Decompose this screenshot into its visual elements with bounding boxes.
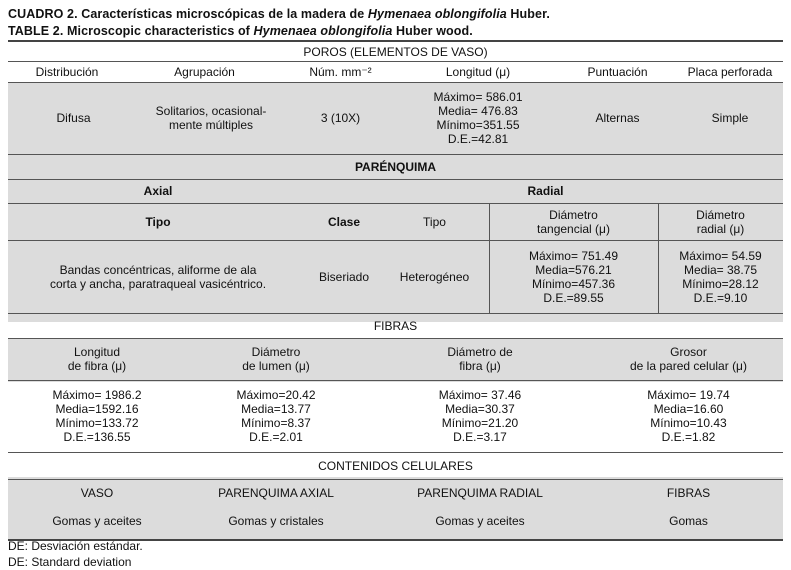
parenquima-header-diam-rad: Diámetro radial (μ) <box>696 207 745 236</box>
poros-num: 3 (10X) <box>320 111 361 125</box>
contenidos-fibras: Gomas <box>669 514 708 528</box>
parenquima-radial: Radial <box>527 184 564 198</box>
parenquima-tang-vals: Máximo= 751.49 Media=576.21 Mínimo=457.36 D.E.=89.55 <box>528 248 619 305</box>
poros-header-num: Núm. mm⁻² <box>309 64 372 79</box>
parenquima-axial: Axial <box>143 184 173 198</box>
poros-placa: Simple <box>711 111 749 125</box>
note-english: DE: Standard deviation <box>8 555 132 569</box>
poros-header-placa: Placa perforada <box>687 64 773 79</box>
fibras-longitud-vals: Máximo= 1986.2 Media=1592.16 Mínimo=133.72 D.E.=136.55 <box>52 388 142 444</box>
poros-header-longitud: Longitud (μ) <box>445 64 511 79</box>
parenquima-header-clase: Clase <box>327 214 361 229</box>
contenidos-header-parenquima-radial: PARENQUIMA RADIAL <box>417 486 543 500</box>
contenidos-vaso: Gomas y aceites <box>52 514 142 528</box>
parenquima-header-diam-tang: Diámetro tangencial (μ) <box>537 207 610 236</box>
parenquima-rad-vals: Máximo= 54.59 Media= 38.75 Mínimo=28.12 D.E.=9.10 <box>679 248 762 305</box>
poros-header-distribucion: Distribución <box>35 64 99 79</box>
fibras-lumen-vals: Máximo=20.42 Media=13.77 Mínimo=8.37 D.E.=2.01 <box>236 388 316 444</box>
poros-puntuacion: Alternas <box>595 111 640 125</box>
note-spanish: DE: Desviación estándar. <box>8 539 143 553</box>
contenidos-parenquima-radial: Gomas y aceites <box>435 514 525 528</box>
parenquima-header-tipo2: Tipo <box>423 214 446 229</box>
contenidos-title: CONTENIDOS CELULARES <box>318 458 473 473</box>
contenidos-header-parenquima-axial: PARENQUIMA AXIAL <box>218 486 334 500</box>
poros-title: POROS (ELEMENTOS DE VASO) <box>303 44 488 59</box>
fibras-header-lumen: Diámetro de lumen (μ) <box>242 345 310 373</box>
fibras-title: FIBRAS <box>373 318 418 333</box>
parenquima-clase-val: Biseriado <box>318 269 370 284</box>
poros-header-agrupacion: Agrupación <box>174 64 235 79</box>
poros-agrupacion: Solitarios, ocasional- mente múltiples <box>155 104 267 132</box>
characteristics-table <box>8 40 783 541</box>
parenquima-tipo2-val: Heterogéneo <box>399 269 470 284</box>
parenquima-header-tipo: Tipo <box>145 214 171 229</box>
caption-spanish: CUADRO 2. Características microscópicas de la madera de Hymenaea oblongifolia Huber. <box>8 7 550 21</box>
fibras-grosor-vals: Máximo= 19.74 Media=16.60 Mínimo=10.43 D.E.=1.82 <box>647 388 730 444</box>
fibras-diam-fibra-vals: Máximo= 37.46 Media=30.37 Mínimo=21.20 D.E.=3.17 <box>438 388 522 444</box>
caption-english: TABLE 2. Microscopic characteristics of Hymenaea oblongifolia Huber wood. <box>8 24 473 38</box>
contenidos-header-vaso: VASO <box>80 486 114 500</box>
contenidos-header-fibras: FIBRAS <box>666 486 711 500</box>
parenquima-title: PARÉNQUIMA <box>354 159 437 174</box>
poros-distribucion: Difusa <box>56 111 91 125</box>
fibras-header-diam-fibra: Diámetro de fibra (μ) <box>447 345 513 373</box>
parenquima-tipo-val: Bandas concéntricas, aliforme de ala corta y ancha, paratraqueal vasicéntrico. <box>49 262 267 291</box>
fibras-header-grosor: Grosor de la pared celular (μ) <box>630 345 747 373</box>
poros-longitud: Máximo= 586.01 Media= 476.83 Mínimo=351.55 D.E.=42.81 <box>433 90 523 146</box>
fibras-header-longitud: Longitud de fibra (μ) <box>67 345 127 373</box>
contenidos-parenquima-axial: Gomas y cristales <box>228 514 324 528</box>
poros-header-puntuacion: Puntuación <box>587 64 648 79</box>
